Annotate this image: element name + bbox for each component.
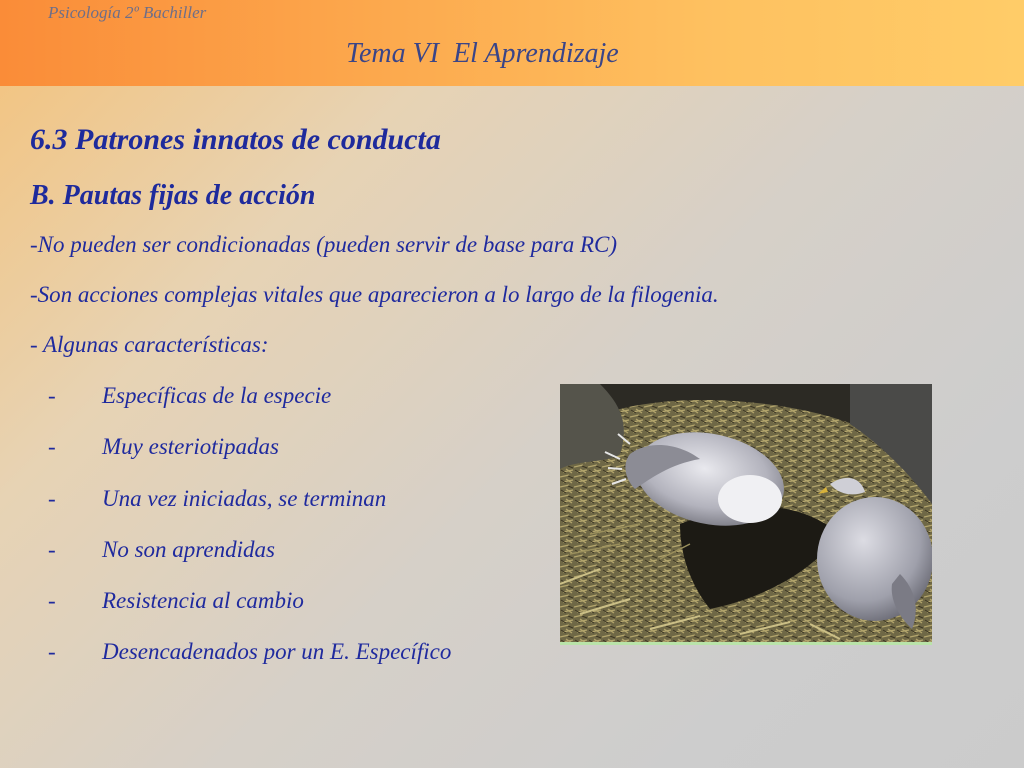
paragraph-conditioning: -No pueden ser condicionadas (pueden servir de base para RC) [30, 232, 618, 257]
bullet-dash: - [48, 588, 56, 614]
bullet-dash: - [48, 536, 56, 562]
birds-nest-photo [560, 384, 932, 645]
subsection-title: B. Pautas fijas de acción [30, 180, 316, 211]
paragraph-characteristics-intro: - Algunas características: [30, 332, 269, 357]
subject-label: Psicología 2º Bachiller [48, 3, 207, 22]
bullet-dash: - [48, 485, 56, 511]
list-item-text: Específicas de la especie [102, 383, 332, 408]
topic-title: Tema VI El Aprendizaje [346, 38, 619, 69]
list-item-text: Una vez iniciadas, se terminan [102, 485, 387, 511]
list-item-text: Desencadenados por un E. Específico [102, 639, 452, 665]
header-bar [0, 0, 1024, 86]
list-item-text: No son aprendidas [102, 536, 275, 562]
paragraph-phylogeny: -Son acciones complejas vitales que aparecieron a lo largo de la filogenia. [30, 282, 719, 307]
bullet-dash: - [48, 434, 56, 460]
bullet-dash: - [48, 383, 56, 408]
list-item-text: Resistencia al cambio [102, 588, 304, 614]
bullet-dash: - [48, 639, 56, 665]
birds-nest-illustration [560, 384, 932, 642]
section-title: 6.3 Patrones innatos de conducta [30, 123, 441, 156]
list-item-text: Muy esteriotipadas [102, 434, 279, 460]
